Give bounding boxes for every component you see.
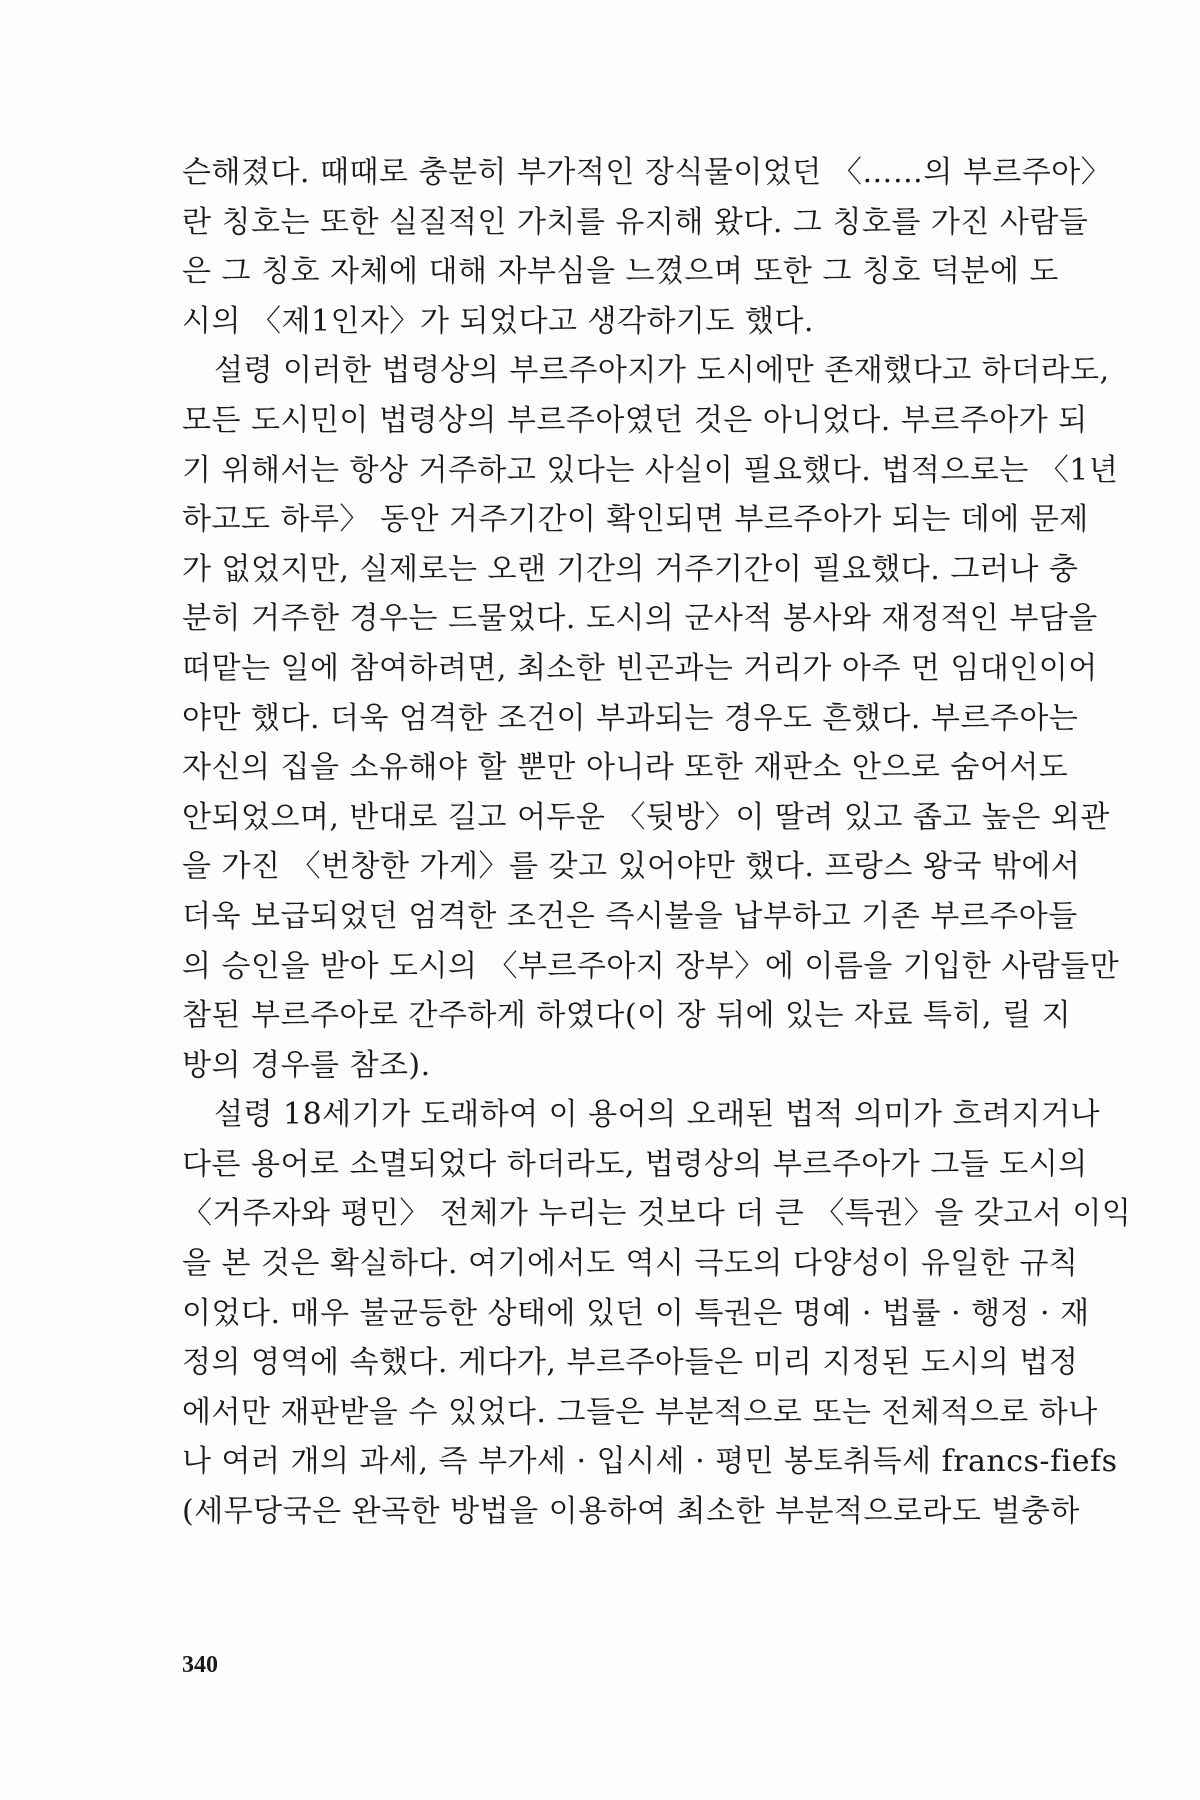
text-line: 기 위해서는 항상 거주하고 있다는 사실이 필요했다. 법적으로는 〈1년 [182,452,1119,488]
text-line: 안되었으며, 반대로 길고 어두운 〈뒷방〉이 딸려 있고 좁고 높은 외관 [182,799,1110,835]
text-line: 시의 〈제1인자〉가 되었다고 생각하기도 했다. [182,303,814,339]
text-line: 설령 18세기가 도래하여 이 용어의 오래된 법적 의미가 흐려지거나 [214,1097,1100,1133]
text-line: 참된 부르주아로 간주하게 하였다(이 장 뒤에 있는 자료 특히, 릴 지 [182,998,1072,1034]
text-line: 을 본 것은 확실하다. 여기에서도 역시 극도의 다양성이 유일한 규칙 [182,1246,1079,1282]
text-line: 방의 경우를 참조). [182,1047,431,1083]
text-line: 분히 거주한 경우는 드물었다. 도시의 군사적 봉사와 재정적인 부담을 [182,601,1098,637]
text-line: 에서만 재판받을 수 있었다. 그들은 부분적으로 또는 전체적으로 하나 [182,1394,1098,1430]
body-text [182,148,1132,1537]
text-line: 하고도 하루〉 동안 거주기간이 확인되면 부르주아가 되는 데에 문제 [182,502,1089,538]
text-line: 떠맡는 일에 참여하려면, 최소한 빈곤과는 거리가 아주 먼 임대인이어 [182,650,1098,686]
text-line: 더욱 보급되었던 엄격한 조건은 즉시불을 납부하고 기존 부르주아들 [182,898,1078,934]
text-line: 란 칭호는 또한 실질적인 가치를 유지해 왔다. 그 칭호를 가진 사람들 [182,204,1089,240]
text-line: 슨해졌다. 때때로 충분히 부가적인 장식물이었던 〈……의 부르주아〉 [182,155,1112,190]
text-line: 야만 했다. 더욱 엄격한 조건이 부과되는 경우도 흔했다. 부르주아는 [182,700,1079,736]
page-number: 340 [182,1652,218,1678]
text-line: 다른 용어로 소멸되었다 하더라도, 법령상의 부르주아가 그들 도시의 [182,1146,1088,1182]
text-line: 〈거주자와 평민〉 전체가 누리는 것보다 더 큰 〈특권〉을 갖고서 이익 [182,1196,1132,1232]
paragraph [182,1090,1132,1536]
text-line: 이었다. 매우 불균등한 상태에 있던 이 특권은 명예 · 법률 · 행정 · 재 [182,1295,1090,1331]
text-line: (세무당국은 완곡한 방법을 이용하여 최소한 부분적으로라도 벌충하 [182,1494,1080,1530]
text-line: 가 없었지만, 실제로는 오랜 기간의 거주기간이 필요했다. 그러나 충 [182,551,1079,587]
text-line: 나 여러 개의 과세, 즉 부가세 · 입시세 · 평민 봉토취득세 francs-fiefs [182,1444,1118,1480]
text-line: 의 승인을 받아 도시의 〈부르주아지 장부〉에 이름을 기입한 사람들만 [182,948,1120,984]
paragraph [182,148,1112,346]
text-line: 을 가진 〈번창한 가게〉를 갖고 있어야만 했다. 프랑스 왕국 밖에서 [182,849,1081,885]
text-line: 정의 영역에 속했다. 게다가, 부르주아들은 미리 지정된 도시의 법정 [182,1345,1079,1381]
paragraph [182,346,1120,1090]
text-line: 자신의 집을 소유해야 할 뿐만 아니라 또한 재판소 안으로 숨어서도 [182,750,1069,786]
text-line: 설령 이러한 법령상의 부르주아지가 도시에만 존재했다고 하더라도, [214,353,1110,389]
text-line: 모든 도시민이 법령상의 부르주아였던 것은 아니었다. 부르주아가 되 [182,402,1088,438]
text-line: 은 그 칭호 자체에 대해 자부심을 느꼈으며 또한 그 칭호 덕분에 도 [182,254,1059,290]
